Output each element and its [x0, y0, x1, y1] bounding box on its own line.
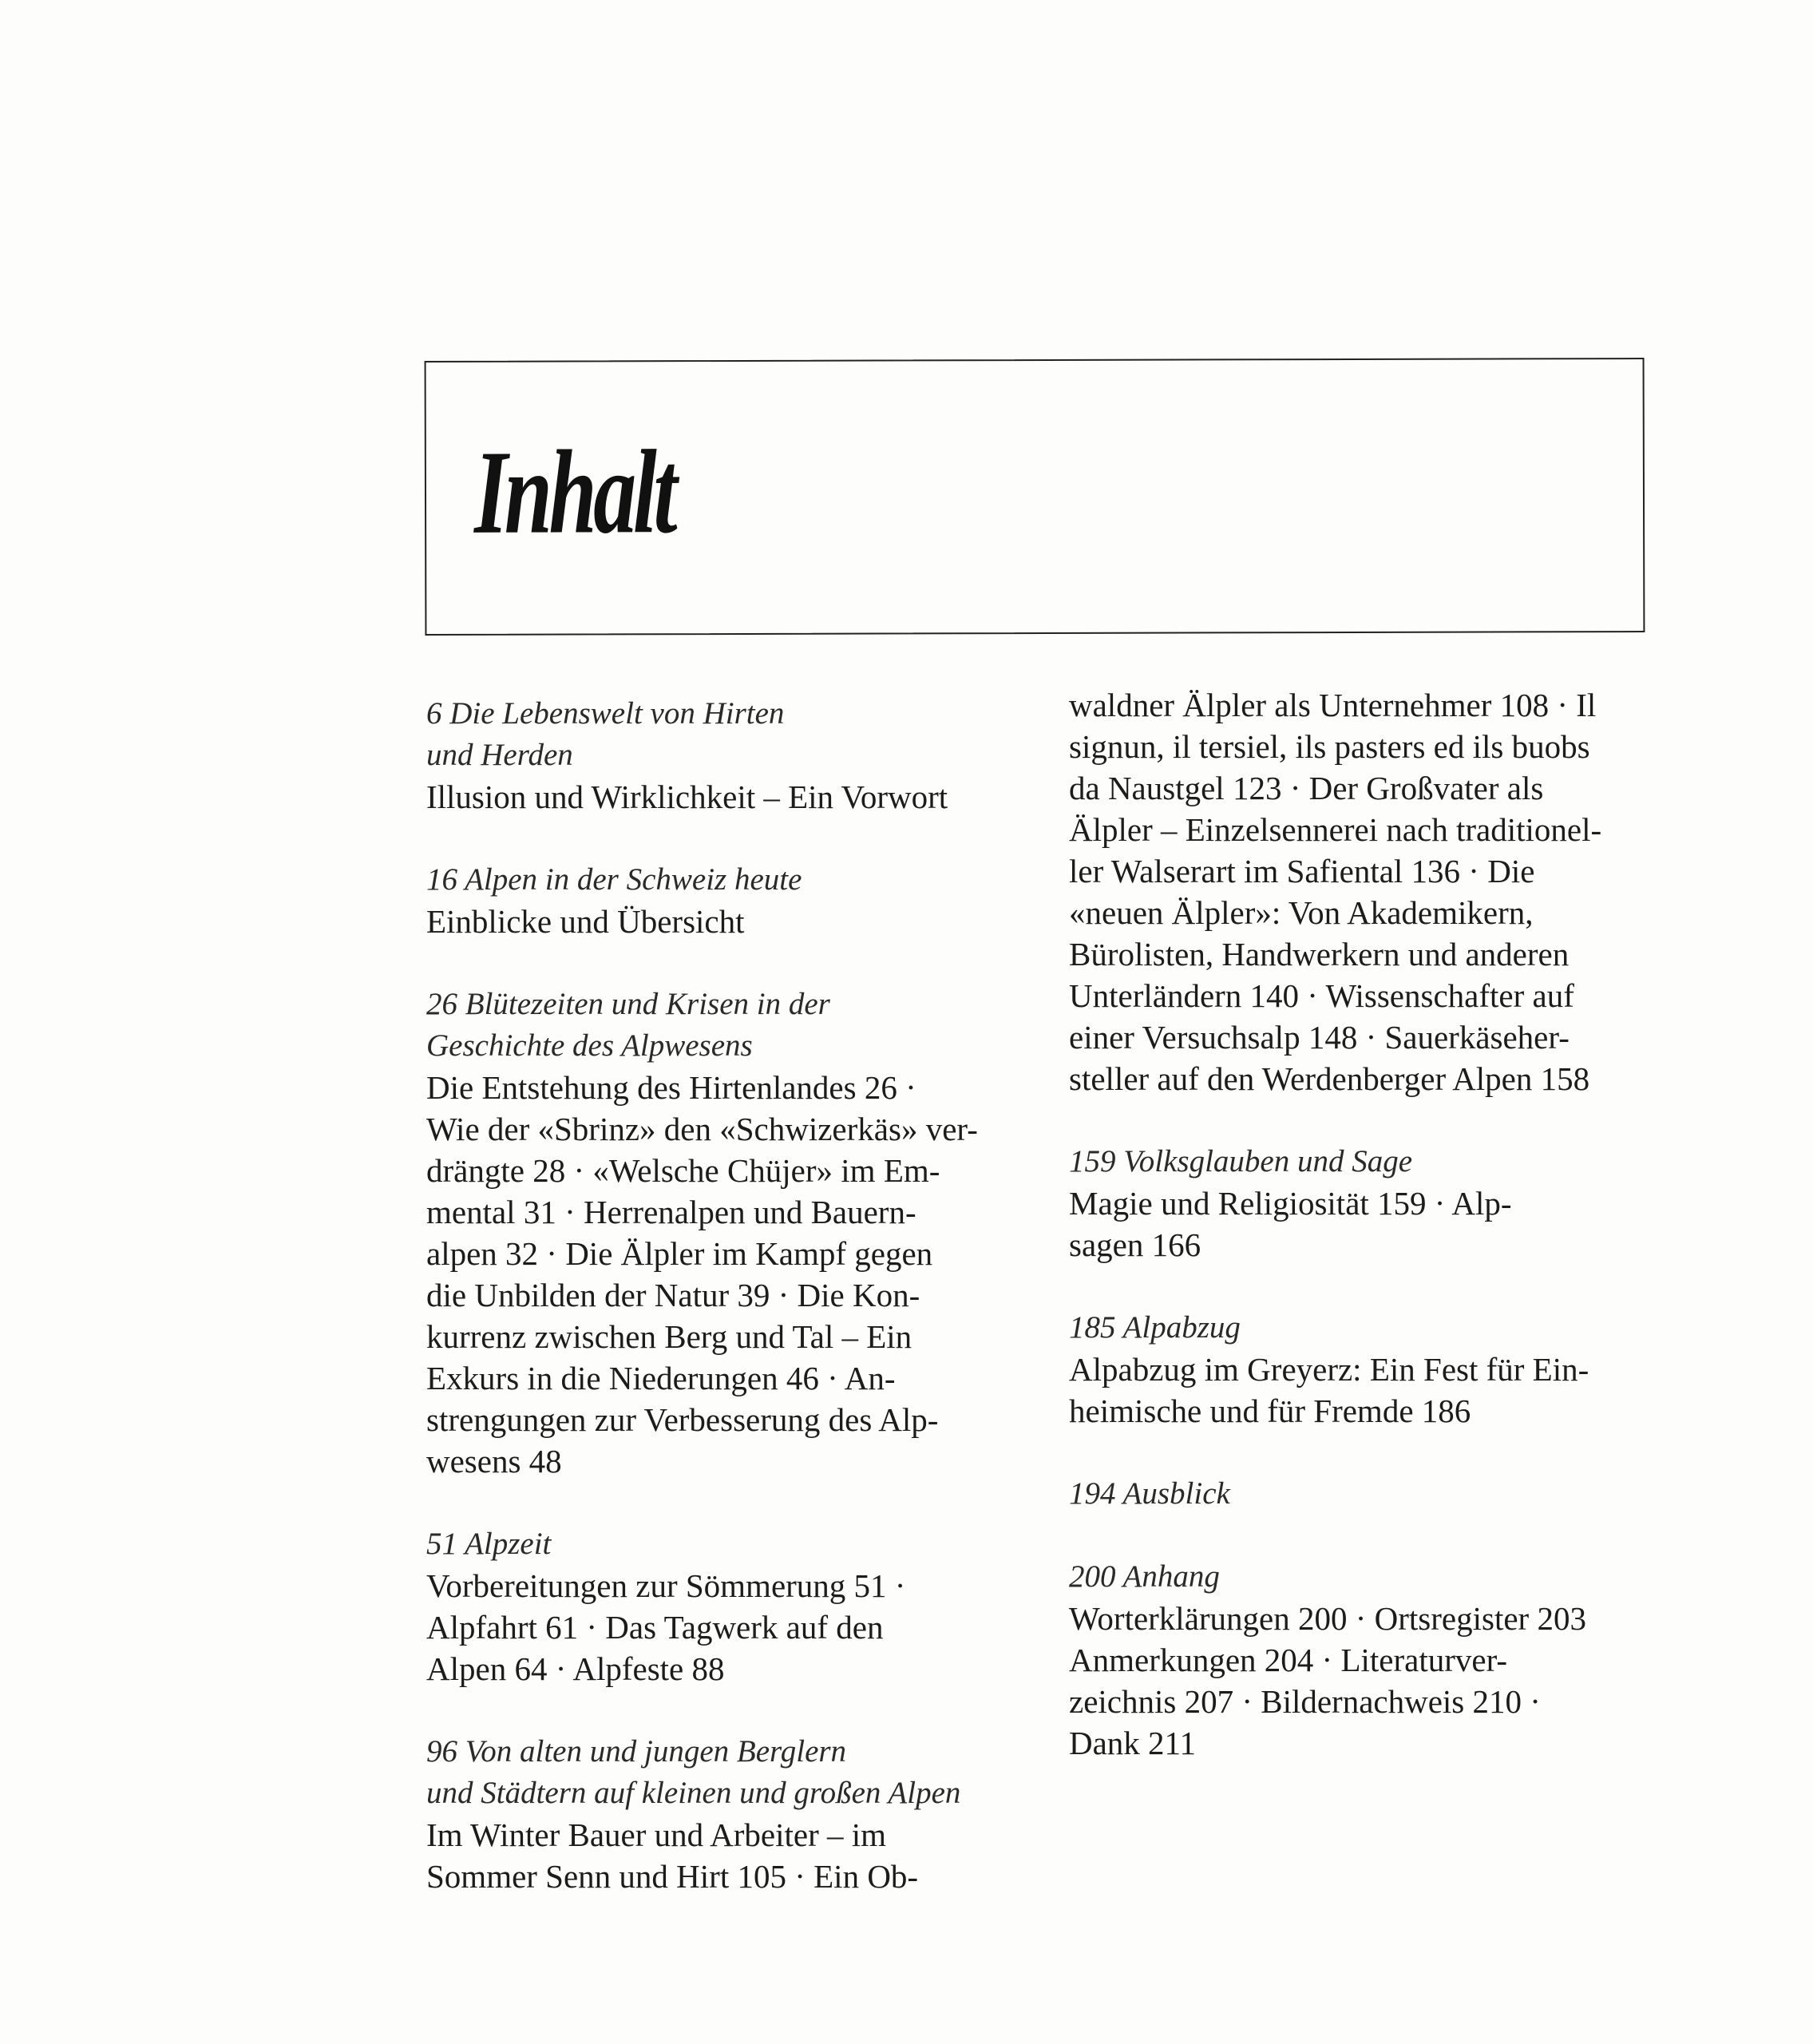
toc-entry-text: signun, il tersiel, ils pasters ed ils buobs — [1069, 728, 1590, 765]
toc-entry-text: sagen 166 — [1069, 1226, 1201, 1263]
toc-entry-text: drängte 28 · «Welsche Chüjer» im Em- — [426, 1152, 940, 1189]
toc-entry-heading: 16 Alpen in der Schweiz heute — [426, 862, 802, 897]
toc-entry-text: alpen 32 · Die Älpler im Kampf gegen — [426, 1235, 933, 1272]
toc-entry-text: Illusion und Wirklichkeit – Ein Vorwort — [426, 778, 948, 815]
toc-entry-text: wesens 48 — [426, 1443, 562, 1480]
toc-entry-text: kurrenz zwischen Berg und Tal – Ein — [426, 1318, 912, 1355]
toc-entry-text: Anmerkungen 204 · Literaturver- — [1069, 1642, 1508, 1678]
toc-entry — [1069, 684, 1660, 1099]
toc-entry — [426, 859, 1033, 942]
toc-entry-heading: 6 Die Lebenswelt von Hirten — [426, 696, 785, 731]
toc-entry-text: einer Versuchsalp 148 · Sauerkäseher- — [1069, 1019, 1570, 1056]
toc-entry-text: Die Entstehung des Hirtenlandes 26 · — [426, 1069, 916, 1106]
toc-entry — [426, 984, 1033, 1482]
toc-left-column — [426, 693, 1033, 1939]
toc-entry-heading: 159 Volksglauben und Sage — [1069, 1144, 1413, 1178]
toc-entry-text: da Naustgel 123 · Der Großvater als — [1069, 770, 1544, 806]
toc-entry — [426, 1731, 1033, 1897]
toc-entry-text: Älpler – Einzelsennerei nach traditionel- — [1069, 811, 1602, 848]
toc-entry-heading: 26 Blütezeiten und Krisen in der — [426, 987, 830, 1021]
toc-entry-text: «neuen Älpler»: Von Akademikern, — [1069, 894, 1534, 931]
page-title: Inhalt — [473, 426, 675, 559]
toc-entry-text: Dank 211 — [1069, 1725, 1197, 1761]
toc-entry-text: Im Winter Bauer und Arbeiter – im — [426, 1816, 887, 1853]
toc-entry — [1069, 1307, 1660, 1432]
toc-entry-heading: 185 Alpabzug — [1069, 1310, 1241, 1345]
toc-entry-text: waldner Älpler als Unternehmer 108 · Il — [1069, 687, 1597, 723]
toc-entry — [426, 1523, 1033, 1689]
toc-right-column — [1069, 684, 1660, 1805]
toc-entry-text: Bürolisten, Handwerkern und anderen — [1069, 936, 1570, 972]
toc-entry-text: Vorbereitungen zur Sömmerung 51 · — [426, 1567, 906, 1604]
toc-entry-text: Alpen 64 · Alpfeste 88 — [426, 1650, 725, 1687]
toc-entry-text: strengungen zur Verbesserung des Alp- — [426, 1401, 939, 1438]
toc-entry-text: Einblicke und Übersicht — [426, 903, 745, 940]
toc-entry-text: mental 31 · Herrenalpen und Bauern- — [426, 1194, 916, 1230]
toc-entry-text: Alpfahrt 61 · Das Tagwerk auf den — [426, 1609, 884, 1646]
toc-entry-heading: 194 Ausblick — [1069, 1476, 1230, 1511]
toc-entry-text: Wie der «Sbrinz» den «Schwizerkäs» ver- — [426, 1111, 978, 1147]
toc-entry-text: steller auf den Werdenberger Alpen 158 — [1069, 1060, 1590, 1097]
toc-entry — [426, 693, 1033, 818]
toc-entry-text: Magie und Religiosität 159 · Alp- — [1069, 1185, 1512, 1222]
toc-entry-text: Exkurs in die Niederungen 46 · An- — [426, 1360, 896, 1396]
toc-entry-heading: 96 Von alten und jungen Berglern — [426, 1734, 847, 1769]
toc-entry-heading: Geschichte des Alpwesens — [426, 1028, 753, 1063]
toc-entry — [1069, 1473, 1660, 1515]
toc-entry-text: Unterländern 140 · Wissenschafter auf — [1069, 977, 1574, 1014]
title-box — [425, 358, 1645, 636]
toc-entry-heading: und Herden — [426, 738, 573, 772]
toc-entry-text: heimische und für Fremde 186 — [1069, 1392, 1471, 1429]
toc-entry-text: zeichnis 207 · Bildernachweis 210 · — [1069, 1683, 1541, 1720]
toc-entry-text: Alpabzug im Greyerz: Ein Fest für Ein- — [1069, 1351, 1589, 1388]
toc-entry-text: Sommer Senn und Hirt 105 · Ein Ob- — [426, 1858, 919, 1895]
toc-entry-heading: 51 Alpzeit — [426, 1527, 552, 1561]
toc-entry-heading: und Städtern auf kleinen und großen Alpen — [426, 1776, 961, 1810]
toc-entry-text: ler Walserart im Safiental 136 · Die — [1069, 853, 1535, 889]
toc-entry — [1069, 1556, 1660, 1764]
toc-entry-heading: 200 Anhang — [1069, 1559, 1220, 1594]
toc-entry-text: die Unbilden der Natur 39 · Die Kon- — [426, 1277, 920, 1313]
toc-entry — [1069, 1141, 1660, 1266]
toc-entry-text: Worterklärungen 200 · Ortsregister 203 — [1069, 1600, 1586, 1637]
